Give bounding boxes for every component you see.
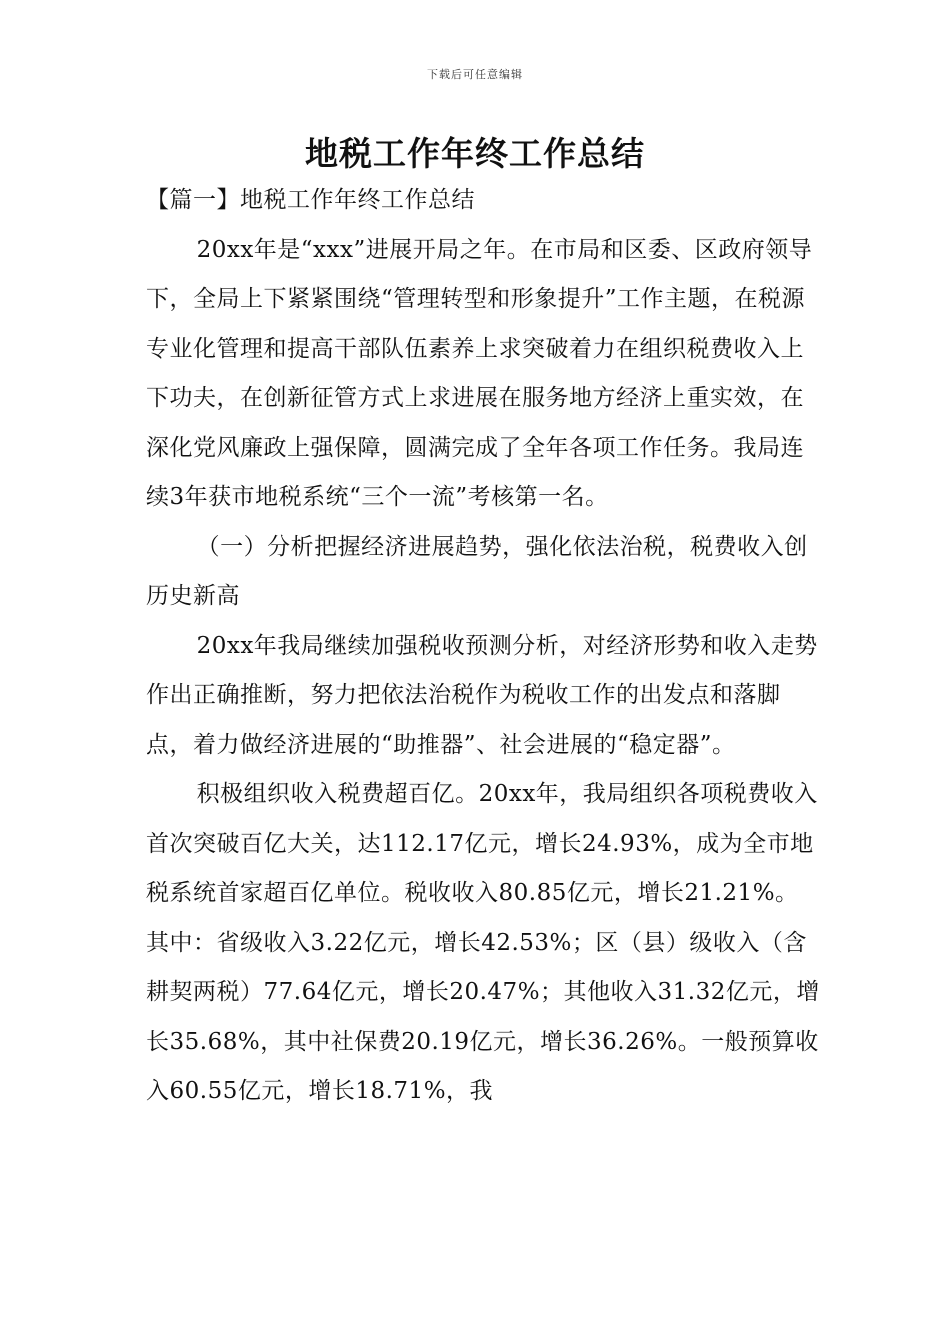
paragraph-revenue: 积极组织收入税费超百亿。20xx年，我局组织各项税费收入首次突破百亿大关，达112.17亿元，增长24.93%，成为全市地税系统首家超百亿单位。税收收入80.85亿元，增长21.21%。其中：省级收入3.22亿元，增长42.53%；区（县）级收入（含耕契两税）77.64亿元，增长20.47%；其他收入31.32亿元，增长35.68%，其中社保费20.19亿元，增长36.26%。一般预算收入60.55亿元，增长18.71%，我 <box>146 781 820 1104</box>
paragraph-analysis: 20xx年我局继续加强税收预测分析，对经济形势和收入走势作出正确推断，努力把依法治税作为税收工作的出发点和落脚点，着力做经济进展的“助推器”、社会进展的“稳定器”。 <box>146 632 818 758</box>
document-title: 地税工作年终工作总结 <box>305 134 645 173</box>
paragraph-subheading: （一）分析把握经济进展趋势，强化依法治税，税费收入创历史新高 <box>146 533 808 609</box>
paragraph-intro: 20xx年是“xxx”进展开局之年。在市局和区委、区政府领导下，全局上下紧紧围绕“管理转型和形象提升”工作主题，在税源专业化管理和提高干部队伍素养上求突破着力在组织税费收入上下功夫，在创新征管方式上求进展在服务地方经济上重实效，在深化党风廉政上强保障，圆满完成了全年各项工作任务。我局连续3年获市地税系统“三个一流”考核第一名。 <box>146 236 813 510</box>
header-note: 下载后可任意编辑 <box>427 68 523 81</box>
section-heading: 【篇一】地税工作年终工作总结 <box>146 187 475 213</box>
document-body <box>146 176 822 1117</box>
